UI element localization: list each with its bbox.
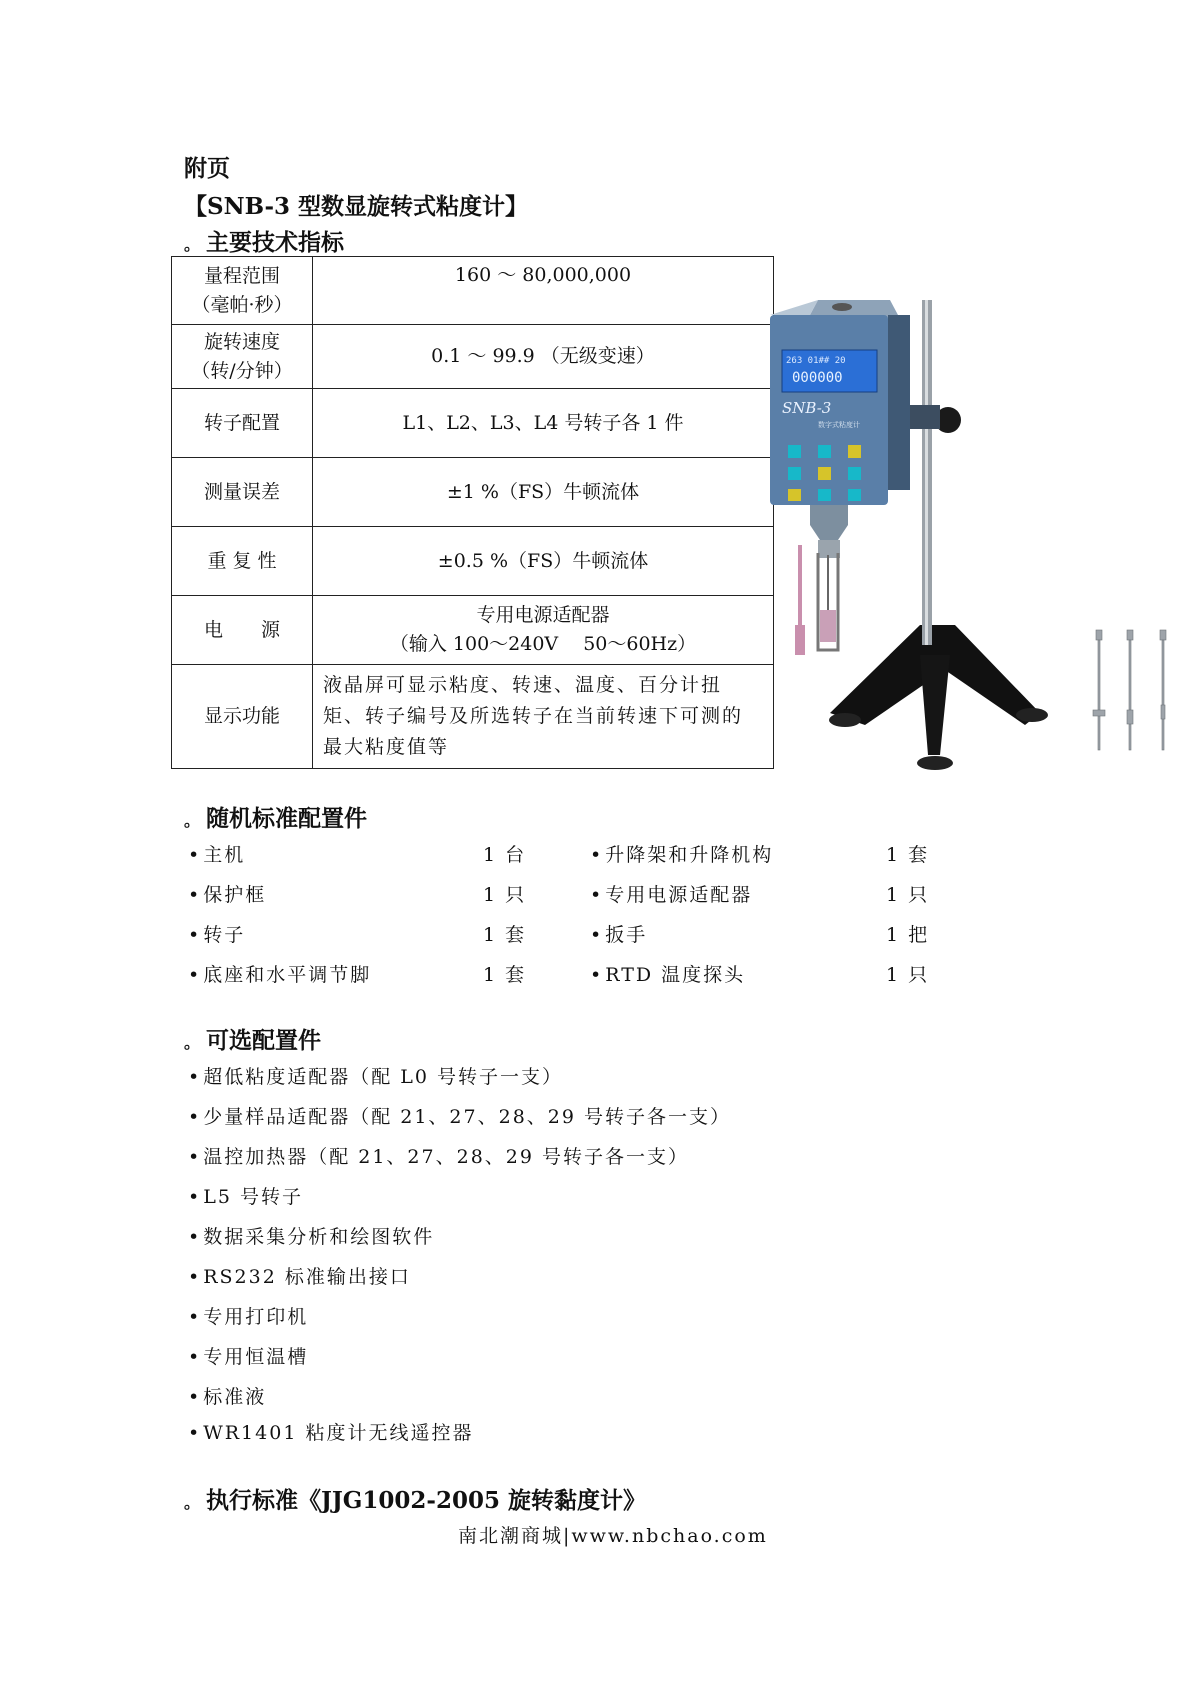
table-row [172, 389, 774, 458]
list-item-qty: 1 只 [886, 964, 930, 986]
table-row [172, 527, 774, 596]
list-item-qty: 1 套 [483, 964, 527, 986]
spec-label: 显示功能 [172, 665, 313, 769]
list-item-qty: 1 把 [886, 924, 930, 946]
heading-bullet: 。 [184, 1493, 201, 1512]
heading-bullet: 。 [184, 235, 201, 254]
list-item-qty: 1 台 [483, 844, 527, 866]
list-item: • 少量样品适配器（配 21、27、28、29 号转子各一支） [188, 1106, 732, 1128]
footer-site: 南北潮商城|www.nbchao.com [458, 1525, 768, 1547]
list-item: • 保护框 [188, 884, 267, 906]
spec-value: 液晶屏可显示粘度、转速、温度、百分计扭矩、转子编号及所选转子在当前转速下可测的最大粘度值等 [313, 665, 774, 769]
viscometer-image [770, 295, 1060, 775]
execution-standard-heading [184, 1482, 646, 1515]
list-item: • 升降架和升降机构 [590, 844, 774, 866]
spec-label: 测量误差 [172, 458, 313, 527]
heading-bullet: 。 [184, 1033, 201, 1052]
list-item-qty: 1 套 [483, 924, 527, 946]
list-item: • RS232 标准输出接口 [188, 1266, 411, 1288]
keypad [788, 445, 861, 501]
list-item-qty: 1 套 [886, 844, 930, 866]
svg-text:SNB-3: SNB-3 [782, 399, 832, 417]
spec-value: 专用电源适配器 （输入 100～240V 50～60Hz） [313, 596, 774, 665]
spec-value: 160 ～ 80,000,000 [313, 257, 774, 325]
document-title: 【SNB-3 型数显旋转式粘度计】 [184, 193, 529, 220]
list-item: • 主机 [188, 844, 246, 866]
list-item: • RTD 温度探头 [590, 964, 746, 986]
svg-text:263 01## 20: 263 01## 20 [786, 356, 846, 366]
list-item: • 专用电源适配器 [590, 884, 753, 906]
standard-config-heading-text: 随机标准配置件 [206, 805, 368, 832]
list-item: • 超低粘度适配器（配 L0 号转子一支） [188, 1066, 564, 1088]
list-item: • WR1401 粘度计无线遥控器 [188, 1422, 474, 1444]
list-item: • 专用打印机 [188, 1306, 309, 1328]
specs-heading [184, 224, 344, 257]
spec-label: 转子配置 [172, 389, 313, 458]
table-row [172, 257, 774, 325]
spindle-rotors-image [1085, 625, 1185, 755]
spec-value: L1、L2、L3、L4 号转子各 1 件 [313, 389, 774, 458]
spec-label: 量程范围 （毫帕·秒） [172, 257, 313, 325]
specs-heading-text: 主要技术指标 [206, 229, 345, 256]
list-item: • 专用恒温槽 [188, 1346, 309, 1368]
table-row [172, 325, 774, 389]
list-item: • 底座和水平调节脚 [188, 964, 372, 986]
optional-config-heading-text: 可选配置件 [206, 1027, 322, 1054]
heading-bullet: 。 [184, 811, 201, 830]
svg-text:数字式粘度计: 数字式粘度计 [818, 421, 860, 429]
list-item: • 温控加热器（配 21、27、28、29 号转子各一支） [188, 1146, 690, 1168]
list-item-qty: 1 只 [886, 884, 930, 906]
spec-value: 0.1 ～ 99.9 （无级变速） [313, 325, 774, 389]
list-item: • L5 号转子 [188, 1186, 303, 1208]
standard-config-heading [184, 800, 367, 833]
execution-standard-heading-text: 执行标准《JJG1002-2005 旋转黏度计》 [206, 1487, 647, 1514]
spec-table [171, 256, 774, 769]
table-row [172, 665, 774, 769]
list-item: • 标准液 [188, 1386, 267, 1408]
list-item: • 转子 [188, 924, 246, 946]
appendix-label: 附页 [184, 155, 230, 182]
list-item-qty: 1 只 [483, 884, 527, 906]
spec-label: 电 源 [172, 596, 313, 665]
spec-value: ±0.5 %（FS）牛顿流体 [313, 527, 774, 596]
spec-label: 旋转速度 （转/分钟） [172, 325, 313, 389]
list-item: • 数据采集分析和绘图软件 [188, 1226, 435, 1248]
svg-text:000000: 000000 [792, 370, 843, 386]
spec-label: 重 复 性 [172, 527, 313, 596]
optional-config-heading [184, 1022, 321, 1055]
table-row [172, 596, 774, 665]
table-row [172, 458, 774, 527]
spec-value: ±1 %（FS）牛顿流体 [313, 458, 774, 527]
list-item: • 扳手 [590, 924, 648, 946]
